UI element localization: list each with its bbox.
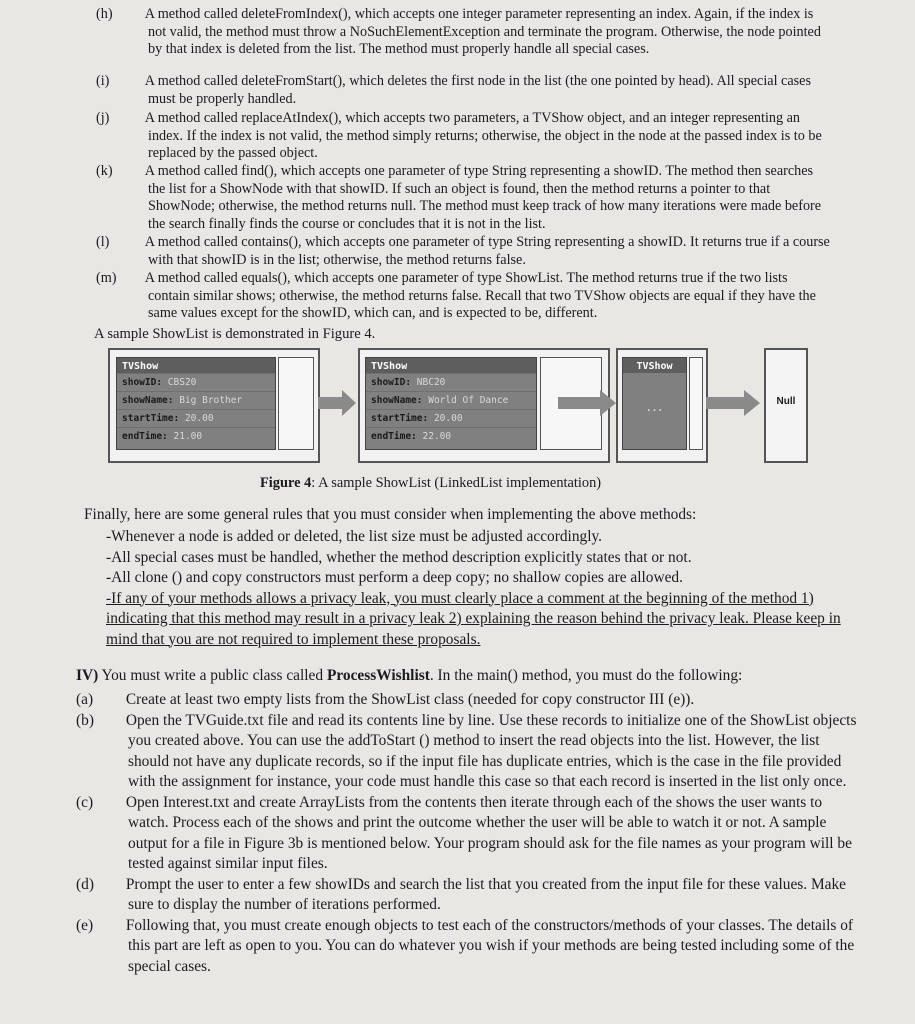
list-item: (e) Following that, you must create enough objects to test each of the constructors/methods of your classes. The details of this part are left as open to you. You can do whatever you wish if your methods are being tested including some of the special cases.	[76, 916, 855, 975]
arrow-right-icon	[706, 388, 762, 418]
null-terminator: Null	[764, 348, 808, 463]
list-item: -Whenever a node is added or deleted, the list size must be adjusted accordingly.	[106, 528, 603, 545]
list-item: (b) Open the TVGuide.txt file and read its contents line by line. Use these records to initialize one of the ShowList objects you created above. You can use the addToStart () method to insert the read objects into the list. However, the list should not have any duplicate records, so if the input file has duplicate entries, which is the case in the file provided with the assignment for instance, your code must handle this case so that each record is inserted in the list only once.	[76, 711, 857, 790]
linked-list-figure	[108, 348, 804, 463]
list-item: (h) A method called deleteFromIndex(), which accepts one integer parameter representing an index. Again, if the index is not valid, the method must throw a NoSuchElementException and terminate the program. Otherwise, the node pointed by that index is deleted from the list. The method must properly handle all special cases.	[96, 6, 821, 58]
ellipsis: ...	[645, 403, 664, 414]
list-item: (m) A method called equals(), which accepts one parameter of type ShowList. The method returns true if the two lists contain similar shows; otherwise, the method returns false. Recall that two TVShow objects are equal if they have the same values except for the showID, which can, and is expected to be, different.	[96, 270, 816, 322]
next-pointer-box	[278, 357, 314, 450]
tvshow-node: TVShow showID: CBS20 showName: Big Brother startTime: 20.00 endTime: 21.00	[116, 357, 276, 450]
sample-intro: A sample ShowList is demonstrated in Figure 4.	[94, 326, 376, 342]
node-title: TVShow	[366, 358, 536, 373]
arrow-right-icon	[318, 388, 358, 418]
list-item: (a) Create at least two empty lists from the ShowList class (needed for copy constructor III (e)).	[76, 691, 695, 708]
node-title: TVShow	[623, 358, 686, 373]
list-item: (i) A method called deleteFromStart(), which deletes the first node in the list (the one pointed by head). All special cases must be properly handled.	[96, 73, 811, 107]
section-iv: IV) You must write a public class called ProcessWishlist. In the main() method, you must do the following:	[76, 667, 743, 684]
arrow-right-icon	[558, 388, 618, 418]
list-item: (l) A method called contains(), which accepts one parameter of type String representing a showID. It returns true if a course with that showID is in the list; otherwise, the method returns false.	[96, 234, 830, 268]
list-item: (c) Open Interest.txt and create ArrayLists from the contents then iterate through each of the shows the user wants to watch. Process each of the shows and print the outcome whether the user will be able to watch it or not. A sample output for a file in Figure 3b is mentioned below. Your program should ask for the file names as your program will be tested against similar input files.	[76, 793, 852, 872]
privacy-rule: -If any of your methods allows a privacy leak, you must clearly place a comment at the beginning of the method 1) indicating that this method may result in a privacy leak 2) explaining the reason behind the privacy leak. Please keep in mind that you are not required to implement these proposals.	[106, 589, 841, 648]
main-steps-list	[76, 690, 862, 977]
node-title: TVShow	[117, 358, 275, 373]
figure-caption: Figure 4: A sample ShowList (LinkedList implementation)	[260, 475, 602, 491]
method-list	[96, 6, 830, 323]
general-rules	[106, 527, 866, 650]
next-pointer-box	[689, 357, 703, 450]
list-item: -All special cases must be handled, whether the method description explicitly states that or not.	[106, 548, 692, 566]
tvshow-node: TVShow showID: NBC20 showName: World Of Dance startTime: 20.00 endTime: 22.00	[365, 357, 537, 450]
list-item: (d) Prompt the user to enter a few showIDs and search the list that you created from the input file for these values. Make sure to display the number of iterations performed.	[76, 875, 847, 913]
list-item: (j) A method called replaceAtIndex(), which accepts two parameters, a TVShow object, and an integer representing an index. If the index is not valid, the method simply returns; otherwise, the object in the node at the passed index is to be replaced by the passed object.	[96, 110, 822, 162]
list-item: -All clone () and copy constructors must perform a deep copy; no shallow copies are allowed.	[106, 569, 683, 586]
general-rules-intro: Finally, here are some general rules that you must consider when implementing the above methods:	[84, 506, 697, 523]
list-item: (k) A method called find(), which accepts one parameter of type String representing a showID. The method then searches the list for a ShowNode with that showID. If such an object is found, then the method returns a pointer to that ShowNode; otherwise, the method returns null. The method must keep track of how many iterations were made before the search finally finds the course or concludes that it is not in the list.	[96, 163, 822, 232]
tvshow-node	[622, 357, 687, 450]
